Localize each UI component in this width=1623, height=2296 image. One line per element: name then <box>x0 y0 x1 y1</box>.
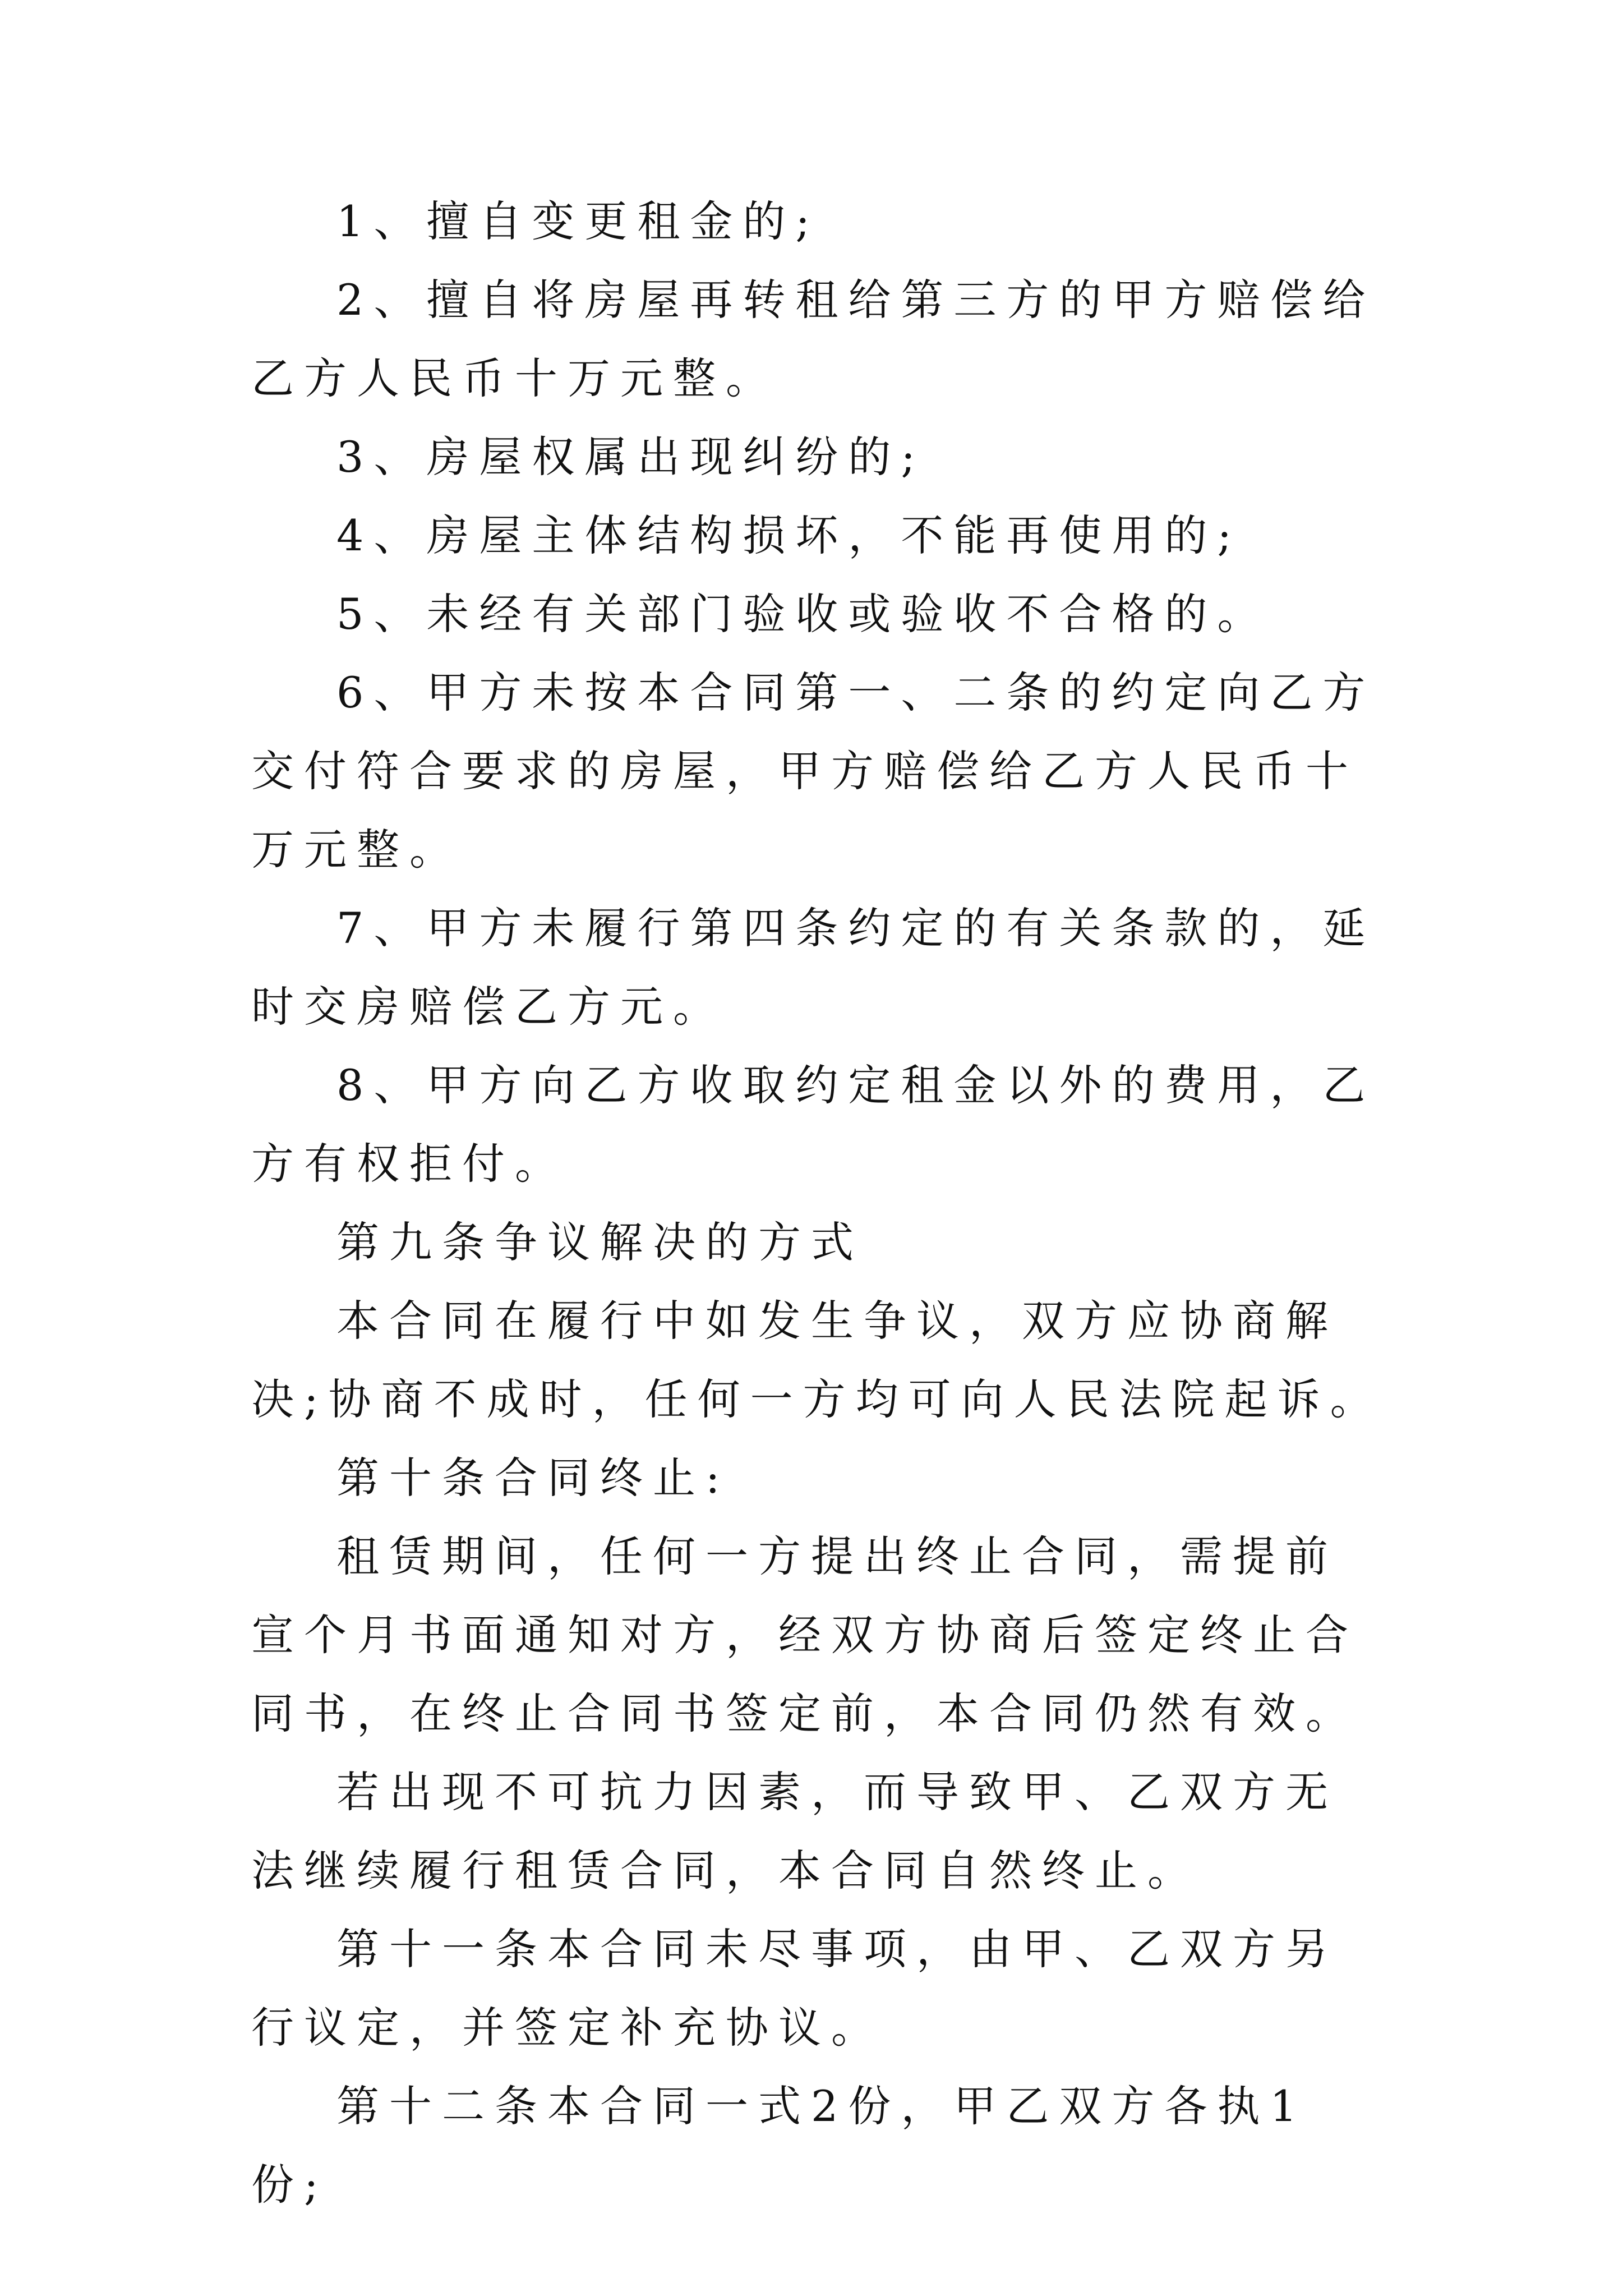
clause-item-5: 5、未经有关部门验收或验收不合格的。 <box>336 589 1270 639</box>
clause-item-4: 4、房屋主体结构损坏，不能再使用的; <box>336 510 1242 560</box>
article-9-body: 本合同在履行中如发生争议，双方应协商解决;协商不成时，任何一方均可向人民法院起诉。 <box>251 1296 1383 1424</box>
clause-item-1: 1、擅自变更租金的; <box>336 196 820 246</box>
article-9-heading: 第九条争议解决的方式 <box>336 1217 864 1267</box>
clause-item-8: 8、甲方向乙方收取约定租金以外的费用，乙方有权拒付。 <box>251 1060 1376 1189</box>
clause-item-7: 7、甲方未履行第四条约定的有关条款的，延时交房赔偿乙方元。 <box>251 903 1376 1032</box>
article-12: 第十二条本合同一式2份，甲乙双方各执1份; <box>251 2081 1307 2210</box>
document-body <box>251 182 1384 2224</box>
article-10-body-2: 若出现不可抗力因素，而导致甲、乙双方无法继续履行租赁合同，本合同自然终止。 <box>251 1767 1338 1895</box>
clause-item-2: 2、擅自将房屋再转租给第三方的甲方赔偿给乙方人民币十万元整。 <box>251 275 1376 403</box>
article-10-heading: 第十条合同终止: <box>336 1453 730 1503</box>
clause-item-3: 3、房屋权属出现纠纷的; <box>336 432 925 482</box>
clause-item-6: 6、甲方未按本合同第一、二条的约定向乙方交付符合要求的房屋，甲方赔偿给乙方人民币十万元整。 <box>251 668 1376 875</box>
article-10-body-1: 租赁期间，任何一方提出终止合同，需提前宣个月书面通知对方，经双方协商后签定终止合同书，在终止合同书签定前，本合同仍然有效。 <box>251 1531 1358 1738</box>
article-11: 第十一条本合同未尽事项，由甲、乙双方另行议定，并签定补充协议。 <box>251 1924 1338 2053</box>
